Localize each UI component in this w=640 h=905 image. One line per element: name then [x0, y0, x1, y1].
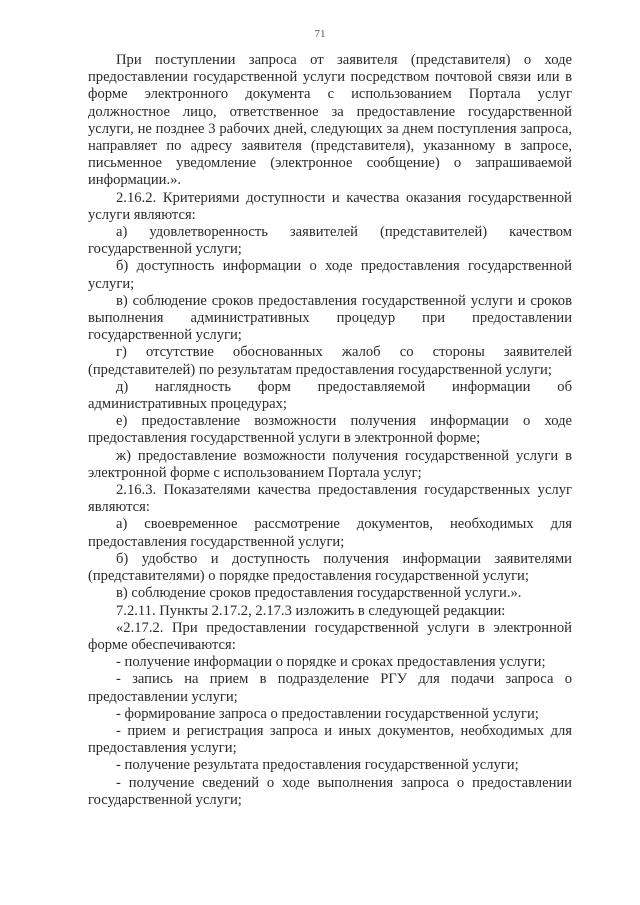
dash-item-appointment: - запись на прием в подразделение РГУ для подачи запроса о предоставлении услуги; [88, 671, 572, 705]
paragraph-7-2-11: 7.2.11. Пункты 2.17.2, 2.17.3 изложить в следующей редакции: [116, 602, 506, 619]
list-item-b: б) доступность информации о ходе предоставления государственной услуги; [88, 258, 572, 292]
list-item-g: г) отсутствие обоснованных жалоб со стороны заявителей (представителей) по результатам предоставления государственной услуги; [88, 344, 572, 378]
page-number: 71 [314, 28, 326, 40]
paragraph-postal-request: При поступлении запроса от заявителя (представителя) о ходе предоставлении государственной услуги посредством почтовой связи или в форме электронного документа с использованием Портала услуг должностное лицо, ответственное за предоставление государственной услуги, не позднее 3 рабочих дней, следующих за днем поступления запроса, направляет по адресу заявителя (представителя), указанному в запросе, письменное уведомление (электронное сообщение) о запрашиваемой информации.». [88, 52, 572, 189]
paragraph-2-16-3: 2.16.3. Показателями качества предоставления государственных услуг являются: [88, 482, 572, 516]
dash-item-request-form: - формирование запроса о предоставлении государственной услуги; [116, 705, 539, 722]
list-item-b-quality: б) удобство и доступность получения информации заявителями (представителями) о порядке предоставления государственной услуги; [88, 550, 572, 585]
dash-item-status: - получение сведений о ходе выполнения запроса о предоставлении государственной услуги; [88, 774, 572, 808]
list-item-v: в) соблюдение сроков предоставления государственной услуги и сроков выполнения административных процедур при предоставлении государственной услуги; [88, 292, 572, 344]
list-item-a-quality: а) своевременное рассмотрение документов, необходимых для предоставления государственной услуги; [88, 516, 572, 550]
paragraph-2-16-2: 2.16.2. Критериями доступности и качества оказания государственной услуги являются: [88, 189, 572, 223]
dash-item-result: - получение результата предоставления государственной услуги; [116, 757, 519, 774]
paragraph-2-17-2: «2.17.2. При предоставлении государственной услуги в электронной форме обеспечиваются: [88, 619, 572, 653]
list-item-e: е) предоставление возможности получения информации о ходе предоставления государственной услуги в электронной форме; [88, 413, 572, 447]
list-item-a: а) удовлетворенность заявителей (представителей) качеством государственной услуги; [88, 224, 572, 258]
document-body [88, 52, 572, 809]
dash-item-info: - получение информации о порядке и сроках предоставления услуги; [116, 654, 546, 671]
dash-item-registration: - прием и регистрация запроса и иных документов, необходимых для предоставления услуги; [88, 722, 572, 757]
list-item-d: д) наглядность форм предоставляемой информации об административных процедурах; [88, 378, 572, 413]
list-item-v-quality: в) соблюдение сроков предоставления государственной услуги.». [116, 585, 522, 602]
list-item-zh: ж) предоставление возможности получения государственной услуги в электронной форме с использованием Портала услуг; [88, 447, 572, 481]
